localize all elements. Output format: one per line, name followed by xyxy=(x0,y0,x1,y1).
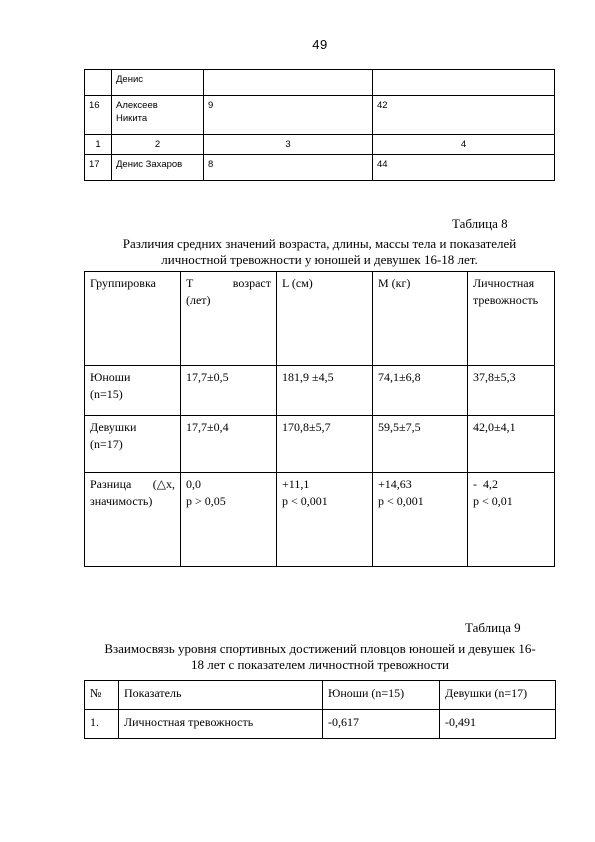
caption-line: личностной тревожности у юношей и девушек 16-18 лет. xyxy=(161,252,478,267)
value-cell xyxy=(373,70,555,96)
header-row xyxy=(85,272,555,366)
girls-value-cell: -0,491 xyxy=(440,710,556,739)
header-cell: Девушки (n=17) xyxy=(440,681,556,710)
athletes-table xyxy=(84,69,555,181)
diff-value: 0,0 xyxy=(186,477,201,491)
length-cell: 170,8±5,7 xyxy=(277,416,373,473)
name-cell xyxy=(112,96,204,135)
mass-cell: 74,1±6,8 xyxy=(373,366,468,416)
row-number-cell: 17 xyxy=(85,155,112,181)
value-cell: 42 xyxy=(373,96,555,135)
anxiety-cell: 42,0±4,1 xyxy=(468,416,555,473)
table8-caption xyxy=(84,236,555,268)
group-cell xyxy=(85,416,181,473)
table-row xyxy=(85,96,555,135)
significance: p < 0,001 xyxy=(378,494,424,508)
name-cell: Денис Захаров xyxy=(112,155,204,181)
table9-caption xyxy=(84,641,556,673)
header-cell: L (см) xyxy=(277,272,373,366)
row-number-cell xyxy=(85,70,112,96)
value-cell xyxy=(204,70,373,96)
boys-value-cell: -0,617 xyxy=(323,710,440,739)
table8-label: Таблица 8 xyxy=(452,216,508,231)
header-text: возраст xyxy=(232,276,271,290)
group-label: Юноши xyxy=(90,370,131,384)
caption-line: 18 лет с показателем личностной тревожности xyxy=(191,657,449,672)
anxiety-diff-cell xyxy=(468,473,555,567)
name-line: Алексеев xyxy=(116,100,158,111)
column-number-cell: 2 xyxy=(112,135,204,155)
age-cell: 17,7±0,5 xyxy=(181,366,277,416)
value-cell: 9 xyxy=(204,96,373,135)
table9-label: Таблица 9 xyxy=(465,620,521,635)
correlation-table xyxy=(84,680,556,739)
group-n: (n=15) xyxy=(90,387,123,401)
mass-cell: 59,5±7,5 xyxy=(373,416,468,473)
caption-line: Различия средних значений возраста, длины, массы тела и показателей xyxy=(122,236,517,251)
name-cell: Денис xyxy=(112,70,204,96)
header-cell: № xyxy=(85,681,119,710)
length-diff-cell xyxy=(277,473,373,567)
group-label: Разница xyxy=(90,477,132,491)
significance: p > 0,05 xyxy=(186,494,226,508)
row-number-cell: 16 xyxy=(85,96,112,135)
column-number-cell: 3 xyxy=(204,135,373,155)
anxiety-cell: 37,8±5,3 xyxy=(468,366,555,416)
length-cell: 181,9 ±4,5 xyxy=(277,366,373,416)
header-text: тревожность xyxy=(473,293,539,307)
table-row xyxy=(85,155,555,181)
page-number: 49 xyxy=(312,37,328,52)
header-row xyxy=(85,681,556,710)
significance: p < 0,01 xyxy=(473,494,513,508)
diff-value: +11,1 xyxy=(282,477,310,491)
group-cell xyxy=(85,473,181,567)
header-cell xyxy=(468,272,555,366)
header-cell: Показатель xyxy=(119,681,323,710)
diff-value: - 4,2 xyxy=(473,477,498,491)
row-number-cell: 1. xyxy=(85,710,119,739)
mass-diff-cell xyxy=(373,473,468,567)
column-number-row xyxy=(85,135,555,155)
group-label: (△x, xyxy=(152,477,175,491)
header-text: Личностная xyxy=(473,276,535,290)
name-line: Никита xyxy=(116,113,148,124)
column-number-cell: 4 xyxy=(373,135,555,155)
value-cell: 8 xyxy=(204,155,373,181)
header-cell: Юноши (n=15) xyxy=(323,681,440,710)
table-row xyxy=(85,70,555,96)
group-cell xyxy=(85,366,181,416)
group-n: (n=17) xyxy=(90,437,123,451)
comparison-table xyxy=(84,271,555,567)
diff-value: +14,63 xyxy=(378,477,412,491)
group-label: Девушки xyxy=(90,420,137,434)
table-row xyxy=(85,416,555,473)
value-cell: 44 xyxy=(373,155,555,181)
difference-row xyxy=(85,473,555,567)
significance: p < 0,001 xyxy=(282,494,328,508)
header-cell: М (кг) xyxy=(373,272,468,366)
indicator-cell: Личностная тревожность xyxy=(119,710,323,739)
header-text: (лет) xyxy=(186,293,211,307)
header-cell xyxy=(181,272,277,366)
column-number-cell: 1 xyxy=(85,135,112,155)
header-text: Т xyxy=(186,276,194,290)
table-row xyxy=(85,710,556,739)
group-label: значимость) xyxy=(90,494,153,508)
table-row xyxy=(85,366,555,416)
age-cell: 17,7±0,4 xyxy=(181,416,277,473)
age-diff-cell xyxy=(181,473,277,567)
header-cell: Группировка xyxy=(85,272,181,366)
caption-line: Взаимосвязь уровня спортивных достижений пловцов юношей и девушек 16- xyxy=(104,641,536,656)
